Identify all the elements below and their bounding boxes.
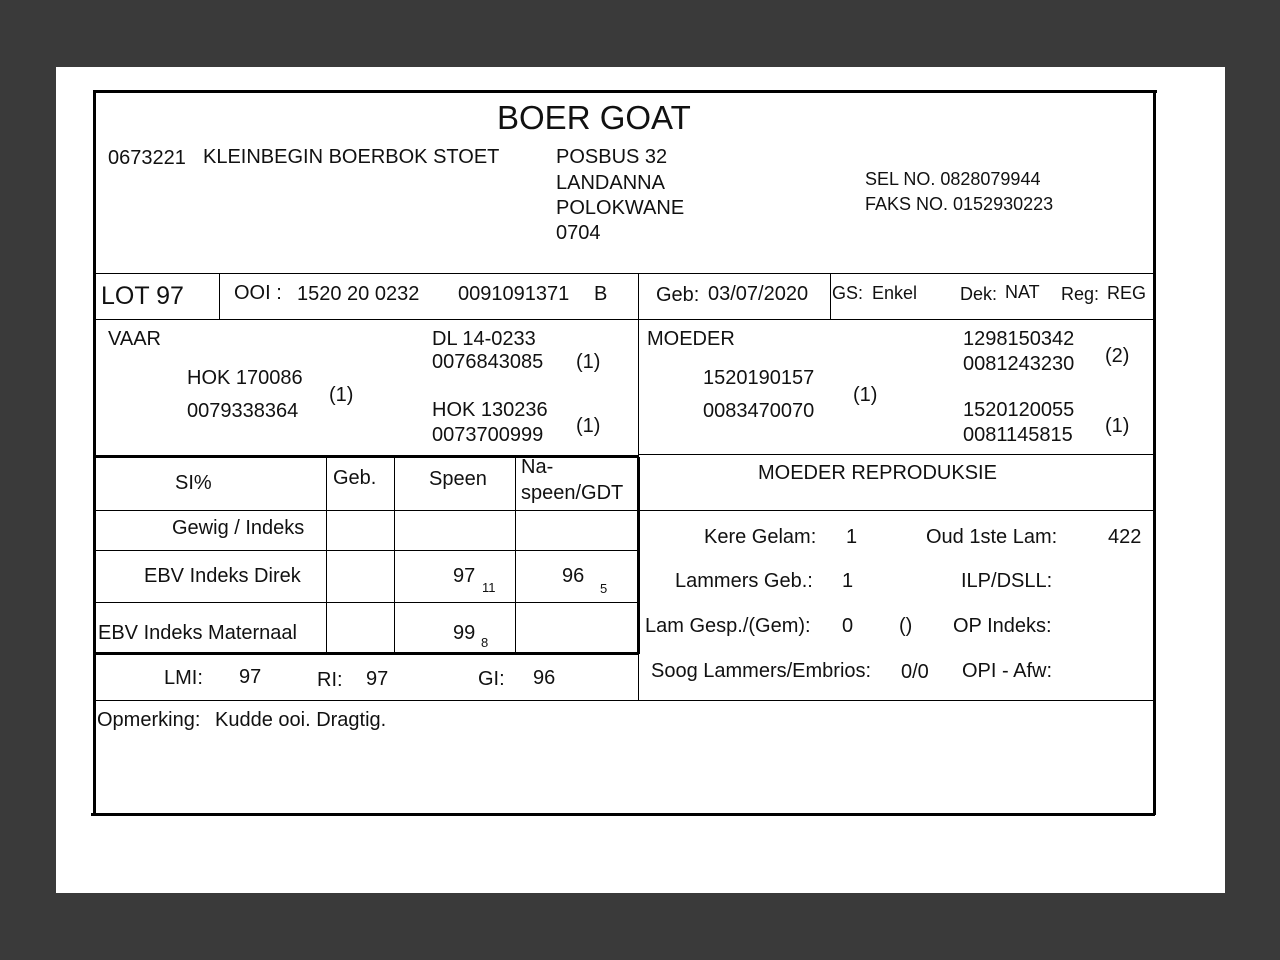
op-label: OP Indeks:	[953, 615, 1052, 637]
direk-speen-accuracy: 11	[482, 580, 496, 595]
fax-number: FAKS NO. 0152930223	[865, 194, 1054, 214]
dam-id: 1520190157	[703, 367, 815, 389]
ooi-grade: B	[594, 283, 608, 305]
rule-perf-col-1	[326, 457, 327, 652]
col-naspeen-header-1: Na-	[521, 456, 554, 478]
rule-perf-header	[96, 510, 1153, 511]
lmi-label: LMI:	[164, 667, 203, 689]
rule-lot-divider	[219, 273, 220, 319]
sire-sire-count: (1)	[576, 351, 601, 373]
sire-dam-id: HOK 130236	[432, 399, 548, 421]
col-speen-header: Speen	[429, 468, 487, 490]
dam-dam-reg: 0081145815	[963, 424, 1073, 446]
sire-reg: 0079338364	[187, 400, 299, 422]
direk-speen-value: 97	[453, 565, 476, 587]
sire-dam-count: (1)	[576, 415, 601, 437]
direk-naspeen-accuracy: 5	[600, 581, 608, 596]
frame-top	[93, 90, 1157, 93]
row-gewig-label: Gewig / Indeks	[172, 517, 305, 539]
col-naspeen-header-2: speen/GDT	[521, 482, 624, 504]
dam-count: (1)	[853, 384, 878, 406]
lammers-label: Lammers Geb.:	[675, 570, 813, 592]
repro-title: MOEDER REPRODUKSIE	[758, 462, 997, 484]
frame-left	[93, 90, 96, 815]
birth-date: 03/07/2020	[708, 283, 809, 305]
breeder-id: 0673221	[108, 147, 186, 169]
gs-label: GS:	[832, 283, 864, 303]
dek-value: NAT	[1005, 282, 1040, 302]
ooi-id: 1520 20 0232	[297, 283, 420, 305]
gs-value: Enkel	[872, 283, 918, 303]
sire-count: (1)	[329, 384, 354, 406]
lam-gesp-value: 0	[842, 615, 854, 637]
ri-label: RI:	[317, 669, 343, 691]
mat-speen-value: 99	[453, 622, 476, 644]
dam-label: MOEDER	[647, 328, 735, 350]
gi-value: 96	[533, 667, 556, 689]
soog-label: Soog Lammers/Embrios:	[651, 660, 872, 682]
remarks-value: Kudde ooi. Dragtig.	[215, 709, 387, 731]
reg-value: REG	[1107, 283, 1147, 303]
lot-number: LOT 97	[101, 282, 184, 310]
address-line-1: POSBUS 32	[556, 146, 668, 168]
page-title: BOER GOAT	[497, 99, 691, 136]
oud-label: Oud 1ste Lam:	[926, 526, 1058, 548]
sire-dam-reg: 0073700999	[432, 424, 544, 446]
gi-label: GI:	[478, 668, 505, 690]
rule-header	[96, 273, 1153, 274]
direk-naspeen-value: 96	[562, 565, 585, 587]
rule-geb-divider	[830, 273, 831, 319]
rule-maternaal	[96, 652, 639, 655]
dam-dam-id: 1520120055	[963, 399, 1075, 421]
birth-label: Geb:	[656, 284, 700, 306]
rule-perf-right	[637, 457, 640, 654]
kere-label: Kere Gelam:	[704, 526, 817, 548]
sire-id: HOK 170086	[187, 367, 303, 389]
lammers-value: 1	[842, 570, 854, 592]
ilp-label: ILP/DSLL:	[961, 570, 1053, 592]
address-line-3: POLOKWANE	[556, 197, 685, 219]
lam-gesp-label: Lam Gesp./(Gem):	[645, 615, 811, 637]
soog-value: 0/0	[901, 661, 929, 683]
kere-value: 1	[846, 526, 858, 548]
opi-label: OPI - Afw:	[962, 660, 1053, 682]
dam-sire-reg: 0081243230	[963, 353, 1075, 375]
mat-speen-accuracy: 8	[481, 635, 489, 650]
sire-sire-reg: 0076843085	[432, 351, 544, 373]
rule-pedigree-left	[96, 455, 639, 458]
lam-gesp-gem: ()	[899, 615, 913, 637]
sire-label: VAAR	[108, 328, 161, 350]
address-line-4: 0704	[556, 222, 601, 244]
dam-dam-count: (1)	[1105, 415, 1130, 437]
ooi-label: OOI :	[234, 282, 282, 304]
oud-value: 422	[1108, 526, 1142, 548]
frame-right	[1153, 90, 1156, 815]
address-line-2: LANDANNA	[556, 172, 665, 194]
cell-number: SEL NO. 0828079944	[865, 169, 1041, 189]
col-geb-header: Geb.	[333, 467, 377, 489]
ooi-reg: 0091091371	[458, 283, 570, 305]
rule-indices	[96, 700, 1153, 701]
sire-sire-id: DL 14-0233	[432, 328, 536, 350]
rule-direk	[96, 602, 639, 603]
rule-gewig	[96, 550, 639, 551]
rule-perf-col-3	[515, 457, 516, 652]
lmi-value: 97	[239, 666, 262, 688]
rule-lot	[96, 319, 1153, 320]
frame-bottom	[91, 813, 1155, 816]
rule-pedigree-right	[639, 454, 1153, 455]
dek-label: Dek:	[960, 284, 998, 304]
col-si-header: SI%	[175, 472, 212, 494]
breeder-name: KLEINBEGIN BOERBOK STOET	[203, 146, 500, 168]
row-maternaal-label: EBV Indeks Maternaal	[98, 622, 297, 644]
dam-reg: 0083470070	[703, 400, 815, 422]
dam-sire-id: 1298150342	[963, 328, 1075, 350]
rule-perf-col-2	[394, 457, 395, 652]
dam-sire-count: (2)	[1105, 345, 1130, 367]
remarks-label: Opmerking:	[97, 709, 201, 731]
row-direk-label: EBV Indeks Direk	[144, 565, 301, 587]
ri-value: 97	[366, 668, 389, 690]
reg-label: Reg:	[1061, 284, 1100, 304]
